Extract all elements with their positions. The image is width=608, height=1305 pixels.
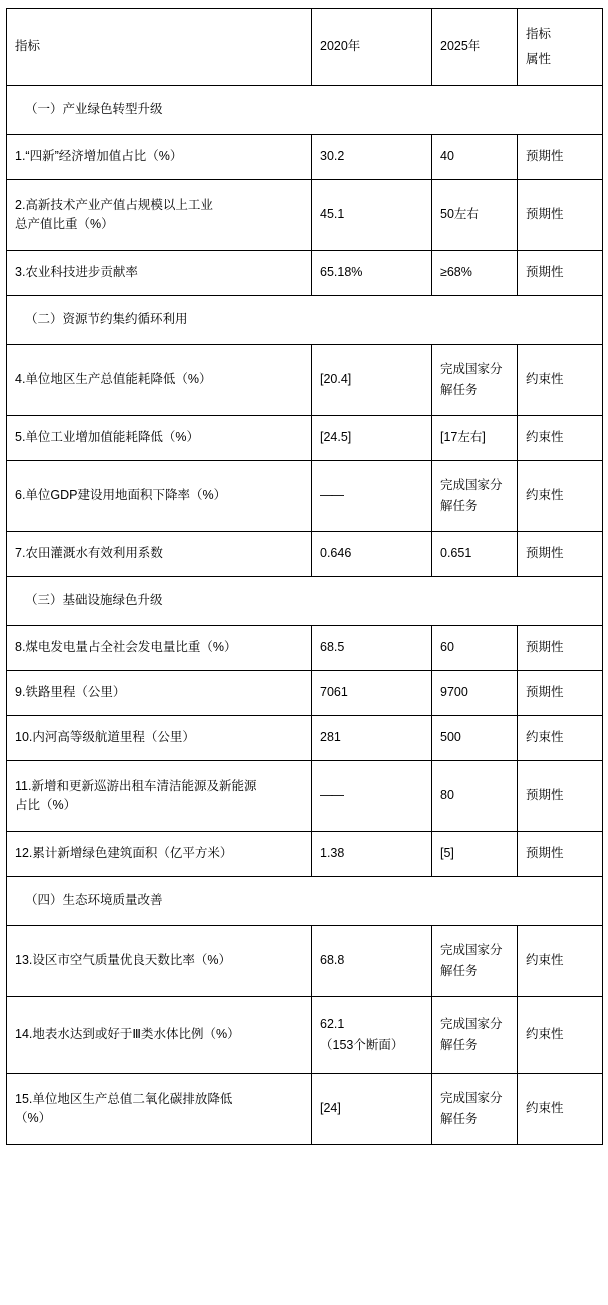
value-2025: 0.651 bbox=[432, 532, 518, 577]
indicator-name-line2: 占比（%） bbox=[15, 798, 77, 812]
value-2025-line2: 解任务 bbox=[440, 499, 478, 513]
table-row bbox=[7, 251, 603, 296]
value-2020: —— bbox=[312, 761, 432, 832]
section-label: （一）产业绿色转型升级 bbox=[7, 86, 603, 135]
indicator-name: 12.累计新增绿色建筑面积（亿平方米） bbox=[7, 832, 312, 877]
indicator-attribute: 预期性 bbox=[518, 251, 603, 296]
value-2025-line2: 解任务 bbox=[440, 1038, 478, 1052]
indicator-name: 13.设区市空气质量优良天数比率（%） bbox=[7, 926, 312, 997]
indicator-attribute: 约束性 bbox=[518, 716, 603, 761]
indicator-name-line1: 11.新增和更新巡游出租车清洁能源及新能源 bbox=[15, 778, 257, 793]
indicator-name: 6.单位GDP建设用地面积下降率（%） bbox=[7, 461, 312, 532]
value-2025 bbox=[432, 1074, 518, 1145]
indicator-name bbox=[7, 761, 312, 832]
section-label: （三）基础设施绿色升级 bbox=[7, 577, 603, 626]
table-row bbox=[7, 345, 603, 416]
value-2020: 30.2 bbox=[312, 135, 432, 180]
indicator-attribute: 约束性 bbox=[518, 926, 603, 997]
indicator-name-line1: 15.单位地区生产总值二氧化碳排放降低 bbox=[15, 1091, 233, 1106]
table-row bbox=[7, 416, 603, 461]
indicator-name-line1: 2.高新技术产业产值占规模以上工业 bbox=[15, 197, 213, 212]
value-2020-line1: 62.1 bbox=[320, 1016, 345, 1031]
indicator-table bbox=[6, 8, 603, 1145]
table-row bbox=[7, 626, 603, 671]
indicator-name: 3.农业科技进步贡献率 bbox=[7, 251, 312, 296]
table-section-row bbox=[7, 296, 603, 345]
table-row bbox=[7, 180, 603, 251]
value-2025-line1: 完成国家分 bbox=[440, 361, 503, 376]
table-row bbox=[7, 997, 603, 1074]
value-2025: 80 bbox=[432, 761, 518, 832]
value-2025-line1: 完成国家分 bbox=[440, 1090, 503, 1105]
value-2020: 1.38 bbox=[312, 832, 432, 877]
value-2020: [20.4] bbox=[312, 345, 432, 416]
indicator-name: 9.铁路里程（公里） bbox=[7, 671, 312, 716]
indicator-attribute: 约束性 bbox=[518, 997, 603, 1074]
table-header-row bbox=[7, 9, 603, 86]
indicator-attribute: 约束性 bbox=[518, 461, 603, 532]
indicator-attribute: 预期性 bbox=[518, 671, 603, 716]
table-row bbox=[7, 671, 603, 716]
indicator-name bbox=[7, 1074, 312, 1145]
table-row bbox=[7, 832, 603, 877]
section-label: （四）生态环境质量改善 bbox=[7, 877, 603, 926]
table-row bbox=[7, 716, 603, 761]
table-body bbox=[7, 9, 603, 1145]
column-header-attribute-line2: 属性 bbox=[526, 52, 552, 66]
indicator-name: 8.煤电发电量占全社会发电量比重（%） bbox=[7, 626, 312, 671]
value-2020: 68.8 bbox=[312, 926, 432, 997]
value-2020: —— bbox=[312, 461, 432, 532]
table-row bbox=[7, 135, 603, 180]
column-header-attribute bbox=[518, 9, 603, 86]
table-row bbox=[7, 761, 603, 832]
value-2025: 40 bbox=[432, 135, 518, 180]
indicator-name-line2: 总产值比重（%） bbox=[15, 217, 114, 231]
value-2025: 500 bbox=[432, 716, 518, 761]
table-section-row bbox=[7, 86, 603, 135]
value-2020: 68.5 bbox=[312, 626, 432, 671]
indicator-name: 10.内河高等级航道里程（公里） bbox=[7, 716, 312, 761]
value-2020: [24] bbox=[312, 1074, 432, 1145]
value-2025-line2: 解任务 bbox=[440, 383, 478, 397]
value-2025: 50左右 bbox=[432, 180, 518, 251]
value-2025 bbox=[432, 926, 518, 997]
value-2020 bbox=[312, 997, 432, 1074]
indicator-attribute: 约束性 bbox=[518, 1074, 603, 1145]
indicator-name-line2: （%） bbox=[15, 1111, 52, 1125]
column-header-attribute-line1: 指标 bbox=[526, 26, 552, 41]
table-section-row bbox=[7, 577, 603, 626]
column-header-2025: 2025年 bbox=[432, 9, 518, 86]
indicator-name: 5.单位工业增加值能耗降低（%） bbox=[7, 416, 312, 461]
value-2020: [24.5] bbox=[312, 416, 432, 461]
value-2025: 60 bbox=[432, 626, 518, 671]
indicator-name: 1.“四新”经济增加值占比（%） bbox=[7, 135, 312, 180]
indicator-attribute: 预期性 bbox=[518, 832, 603, 877]
value-2025: 9700 bbox=[432, 671, 518, 716]
value-2025: [5] bbox=[432, 832, 518, 877]
value-2025: ≥68% bbox=[432, 251, 518, 296]
table-row bbox=[7, 532, 603, 577]
value-2025-line2: 解任务 bbox=[440, 964, 478, 978]
indicator-attribute: 约束性 bbox=[518, 345, 603, 416]
indicator-attribute: 预期性 bbox=[518, 532, 603, 577]
column-header-indicator: 指标 bbox=[7, 9, 312, 86]
value-2025-line2: 解任务 bbox=[440, 1112, 478, 1126]
indicator-attribute: 预期性 bbox=[518, 761, 603, 832]
value-2025: [17左右] bbox=[432, 416, 518, 461]
value-2020: 281 bbox=[312, 716, 432, 761]
indicator-attribute: 约束性 bbox=[518, 416, 603, 461]
value-2025 bbox=[432, 997, 518, 1074]
value-2020: 0.646 bbox=[312, 532, 432, 577]
table-section-row bbox=[7, 877, 603, 926]
table-row bbox=[7, 926, 603, 997]
indicator-attribute: 预期性 bbox=[518, 135, 603, 180]
value-2025-line1: 完成国家分 bbox=[440, 477, 503, 492]
value-2020: 7061 bbox=[312, 671, 432, 716]
indicator-attribute: 预期性 bbox=[518, 180, 603, 251]
column-header-2020: 2020年 bbox=[312, 9, 432, 86]
table-row bbox=[7, 1074, 603, 1145]
indicator-name bbox=[7, 180, 312, 251]
value-2025 bbox=[432, 461, 518, 532]
value-2020: 65.18% bbox=[312, 251, 432, 296]
value-2025-line1: 完成国家分 bbox=[440, 1016, 503, 1031]
indicator-name: 14.地表水达到或好于Ⅲ类水体比例（%） bbox=[7, 997, 312, 1074]
indicator-name: 7.农田灌溉水有效利用系数 bbox=[7, 532, 312, 577]
section-label: （二）资源节约集约循环利用 bbox=[7, 296, 603, 345]
indicator-name: 4.单位地区生产总值能耗降低（%） bbox=[7, 345, 312, 416]
value-2020-line2: （153个断面） bbox=[320, 1038, 404, 1052]
indicator-attribute: 预期性 bbox=[518, 626, 603, 671]
value-2025 bbox=[432, 345, 518, 416]
value-2025-line1: 完成国家分 bbox=[440, 942, 503, 957]
value-2020: 45.1 bbox=[312, 180, 432, 251]
table-row bbox=[7, 461, 603, 532]
